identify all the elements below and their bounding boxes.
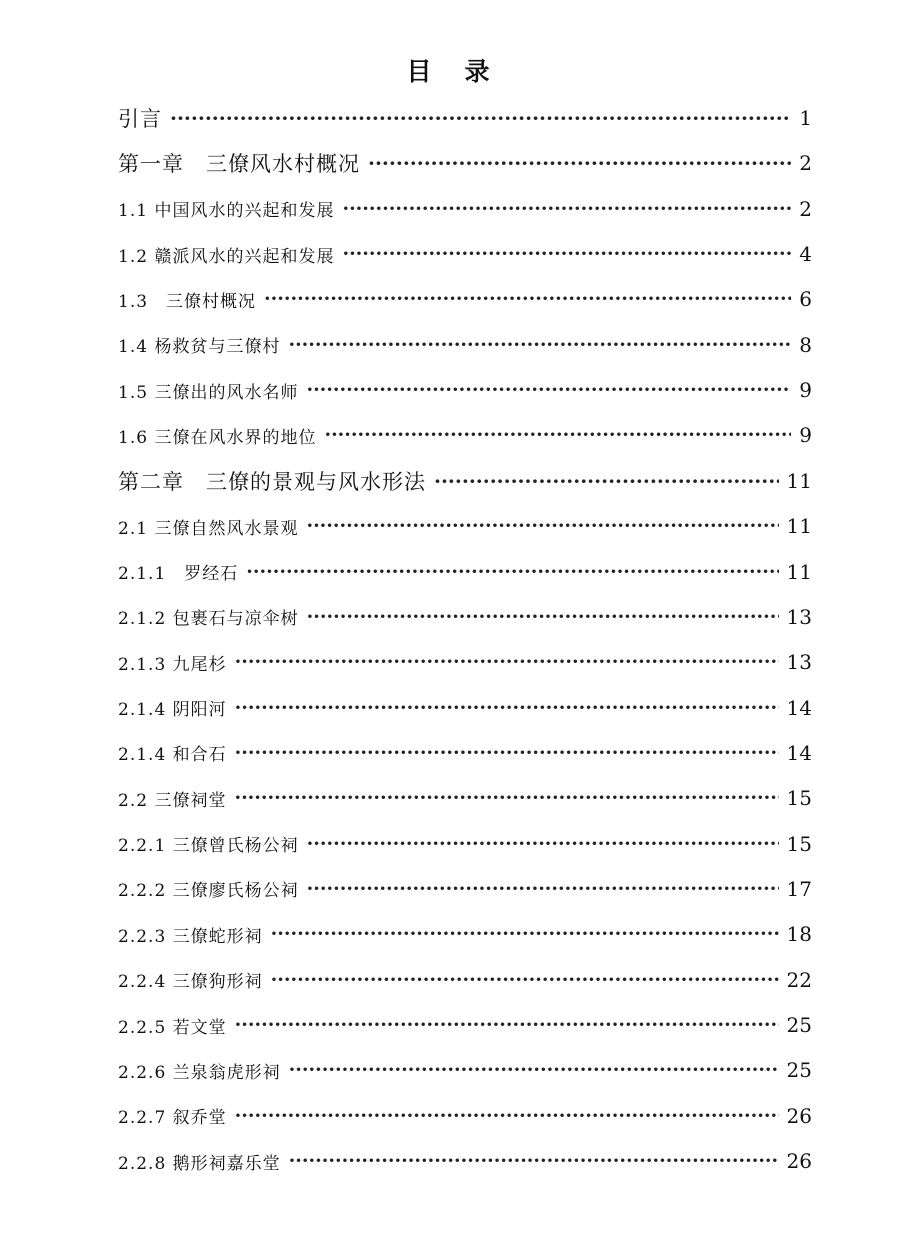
toc-entry[interactable]: [118, 874, 812, 904]
toc-entry-label: 2.1.2 包裹石与凉伞树: [118, 609, 299, 630]
toc-entry-label: 第一章 三僚风水村概况: [118, 152, 360, 177]
toc-entry-label: 2.1.4 阴阳河: [118, 700, 227, 721]
toc-entry-page-number: 11: [786, 468, 812, 493]
toc-entry-label: 第二章 三僚的景观与风水形法: [118, 469, 426, 494]
toc-entry-label: 2.1.1 罗经石: [118, 564, 239, 584]
dot-leader: [235, 1014, 779, 1036]
toc-entry-page-number: 9: [799, 423, 812, 448]
toc-entry-label: 1.5 三僚出的风水名师: [118, 382, 299, 403]
dot-leader: [235, 1105, 779, 1127]
toc-entry-page-number: 15: [786, 831, 812, 856]
toc-entry-label: 2.1 三僚自然风水景观: [118, 518, 299, 539]
toc-entry-label: 2.2.8 鹅形祠嘉乐堂: [118, 1153, 281, 1174]
toc-entry[interactable]: [118, 511, 812, 541]
toc-entry-page-number: 11: [786, 514, 812, 539]
toc-entry-label: 1.2 赣派风水的兴起和发展: [118, 246, 335, 267]
toc-entry[interactable]: [118, 330, 812, 360]
toc-entry[interactable]: [118, 965, 812, 995]
toc-entry[interactable]: [118, 148, 812, 178]
toc-entry[interactable]: [118, 738, 812, 768]
toc-entry-page-number: 11: [786, 559, 812, 584]
toc-entry-label: 引言: [118, 107, 162, 131]
toc-entry-label: 2.2 三僚祠堂: [118, 790, 227, 811]
toc-entry-page-number: 2: [799, 151, 812, 176]
dot-leader: [289, 1150, 779, 1172]
toc-entry-label: 2.2.7 叙乔堂: [118, 1108, 227, 1129]
toc-entry[interactable]: [118, 103, 812, 133]
toc-entry[interactable]: [118, 647, 812, 677]
toc-entry[interactable]: [118, 284, 812, 314]
toc-entry-page-number: 9: [799, 378, 812, 403]
toc-entry-page-number: 14: [786, 740, 812, 765]
dot-leader: [246, 561, 778, 583]
dot-leader: [271, 969, 779, 991]
toc-entry-page-number: 13: [786, 650, 812, 675]
page-title: 目 录: [406, 57, 494, 86]
toc-entry-label: 1.4 杨救贫与三僚村: [118, 337, 281, 358]
toc-entry-page-number: 4: [799, 242, 812, 267]
toc-entry-page-number: 25: [786, 1058, 812, 1083]
toc-entry[interactable]: [118, 420, 812, 450]
toc-entry[interactable]: [118, 1101, 812, 1131]
toc-entry-page-number: 17: [786, 876, 812, 901]
dot-leader: [306, 515, 778, 537]
dot-leader: [368, 151, 791, 175]
dot-leader: [289, 1059, 779, 1081]
dot-leader: [264, 288, 791, 310]
toc-entry[interactable]: [118, 829, 812, 859]
dot-leader: [234, 787, 778, 809]
toc-entry-page-number: 25: [786, 1013, 812, 1037]
toc-entry[interactable]: [118, 239, 812, 269]
toc-entry[interactable]: [118, 1146, 812, 1176]
toc-entry[interactable]: [118, 194, 812, 224]
toc-entry[interactable]: [118, 557, 812, 587]
toc-entry-page-number: 1: [799, 106, 812, 130]
toc-entry[interactable]: [118, 1010, 812, 1040]
dot-leader: [235, 651, 779, 673]
dot-leader: [324, 424, 791, 446]
dot-leader: [342, 243, 791, 265]
toc-entry-label: 1.1 中国风水的兴起和发展: [118, 201, 335, 222]
toc-entry[interactable]: [118, 466, 812, 496]
dot-leader: [235, 742, 779, 764]
toc-entry-page-number: 15: [786, 786, 812, 811]
dot-leader: [271, 923, 779, 945]
dot-leader: [307, 606, 779, 628]
dot-leader: [288, 334, 791, 356]
toc-entry[interactable]: [118, 602, 812, 632]
toc-entry-label: 2.1.4 和合石: [118, 745, 227, 766]
toc-entry-label: 2.2.3 三僚蛇形祠: [118, 926, 263, 947]
toc-entry-label: 2.2.6 兰泉翁虎形祠: [118, 1062, 281, 1083]
toc-entry-label: 2.1.3 九尾杉: [118, 654, 227, 675]
dot-leader: [306, 379, 791, 401]
toc-entry-label: 2.2.4 三僚狗形祠: [118, 972, 263, 993]
dot-leader: [307, 833, 779, 855]
toc-entry[interactable]: [118, 693, 812, 723]
toc-entry-page-number: 18: [786, 922, 812, 947]
toc-entry-page-number: 2: [799, 196, 812, 221]
toc-entry-label: 2.2.5 若文堂: [118, 1017, 227, 1038]
toc-entry-label: 1.6 三僚在风水界的地位: [118, 427, 317, 448]
toc-entry-page-number: 13: [786, 604, 812, 629]
toc-entry-page-number: 6: [799, 287, 812, 312]
toc-entry[interactable]: [118, 919, 812, 949]
toc-entry-label: 2.2.1 三僚曾氏杨公祠: [118, 836, 299, 857]
toc-entry-page-number: 8: [799, 332, 812, 357]
toc-entry-label: 2.2.2 三僚廖氏杨公祠: [118, 881, 299, 902]
dot-leader: [235, 697, 779, 719]
toc-entry-label: 1.3 三僚村概况: [118, 291, 257, 312]
toc-entry[interactable]: [118, 1055, 812, 1085]
toc-entry-page-number: 26: [786, 1149, 812, 1174]
dot-leader: [307, 878, 779, 900]
toc-entry-page-number: 26: [786, 1103, 812, 1128]
toc-entry-page-number: 14: [786, 695, 812, 720]
dot-leader: [342, 198, 791, 220]
toc-entry[interactable]: [118, 783, 812, 813]
dot-leader: [170, 106, 791, 130]
dot-leader: [434, 469, 779, 493]
toc-entry-page-number: 22: [786, 967, 812, 992]
toc-entry[interactable]: [118, 375, 812, 405]
